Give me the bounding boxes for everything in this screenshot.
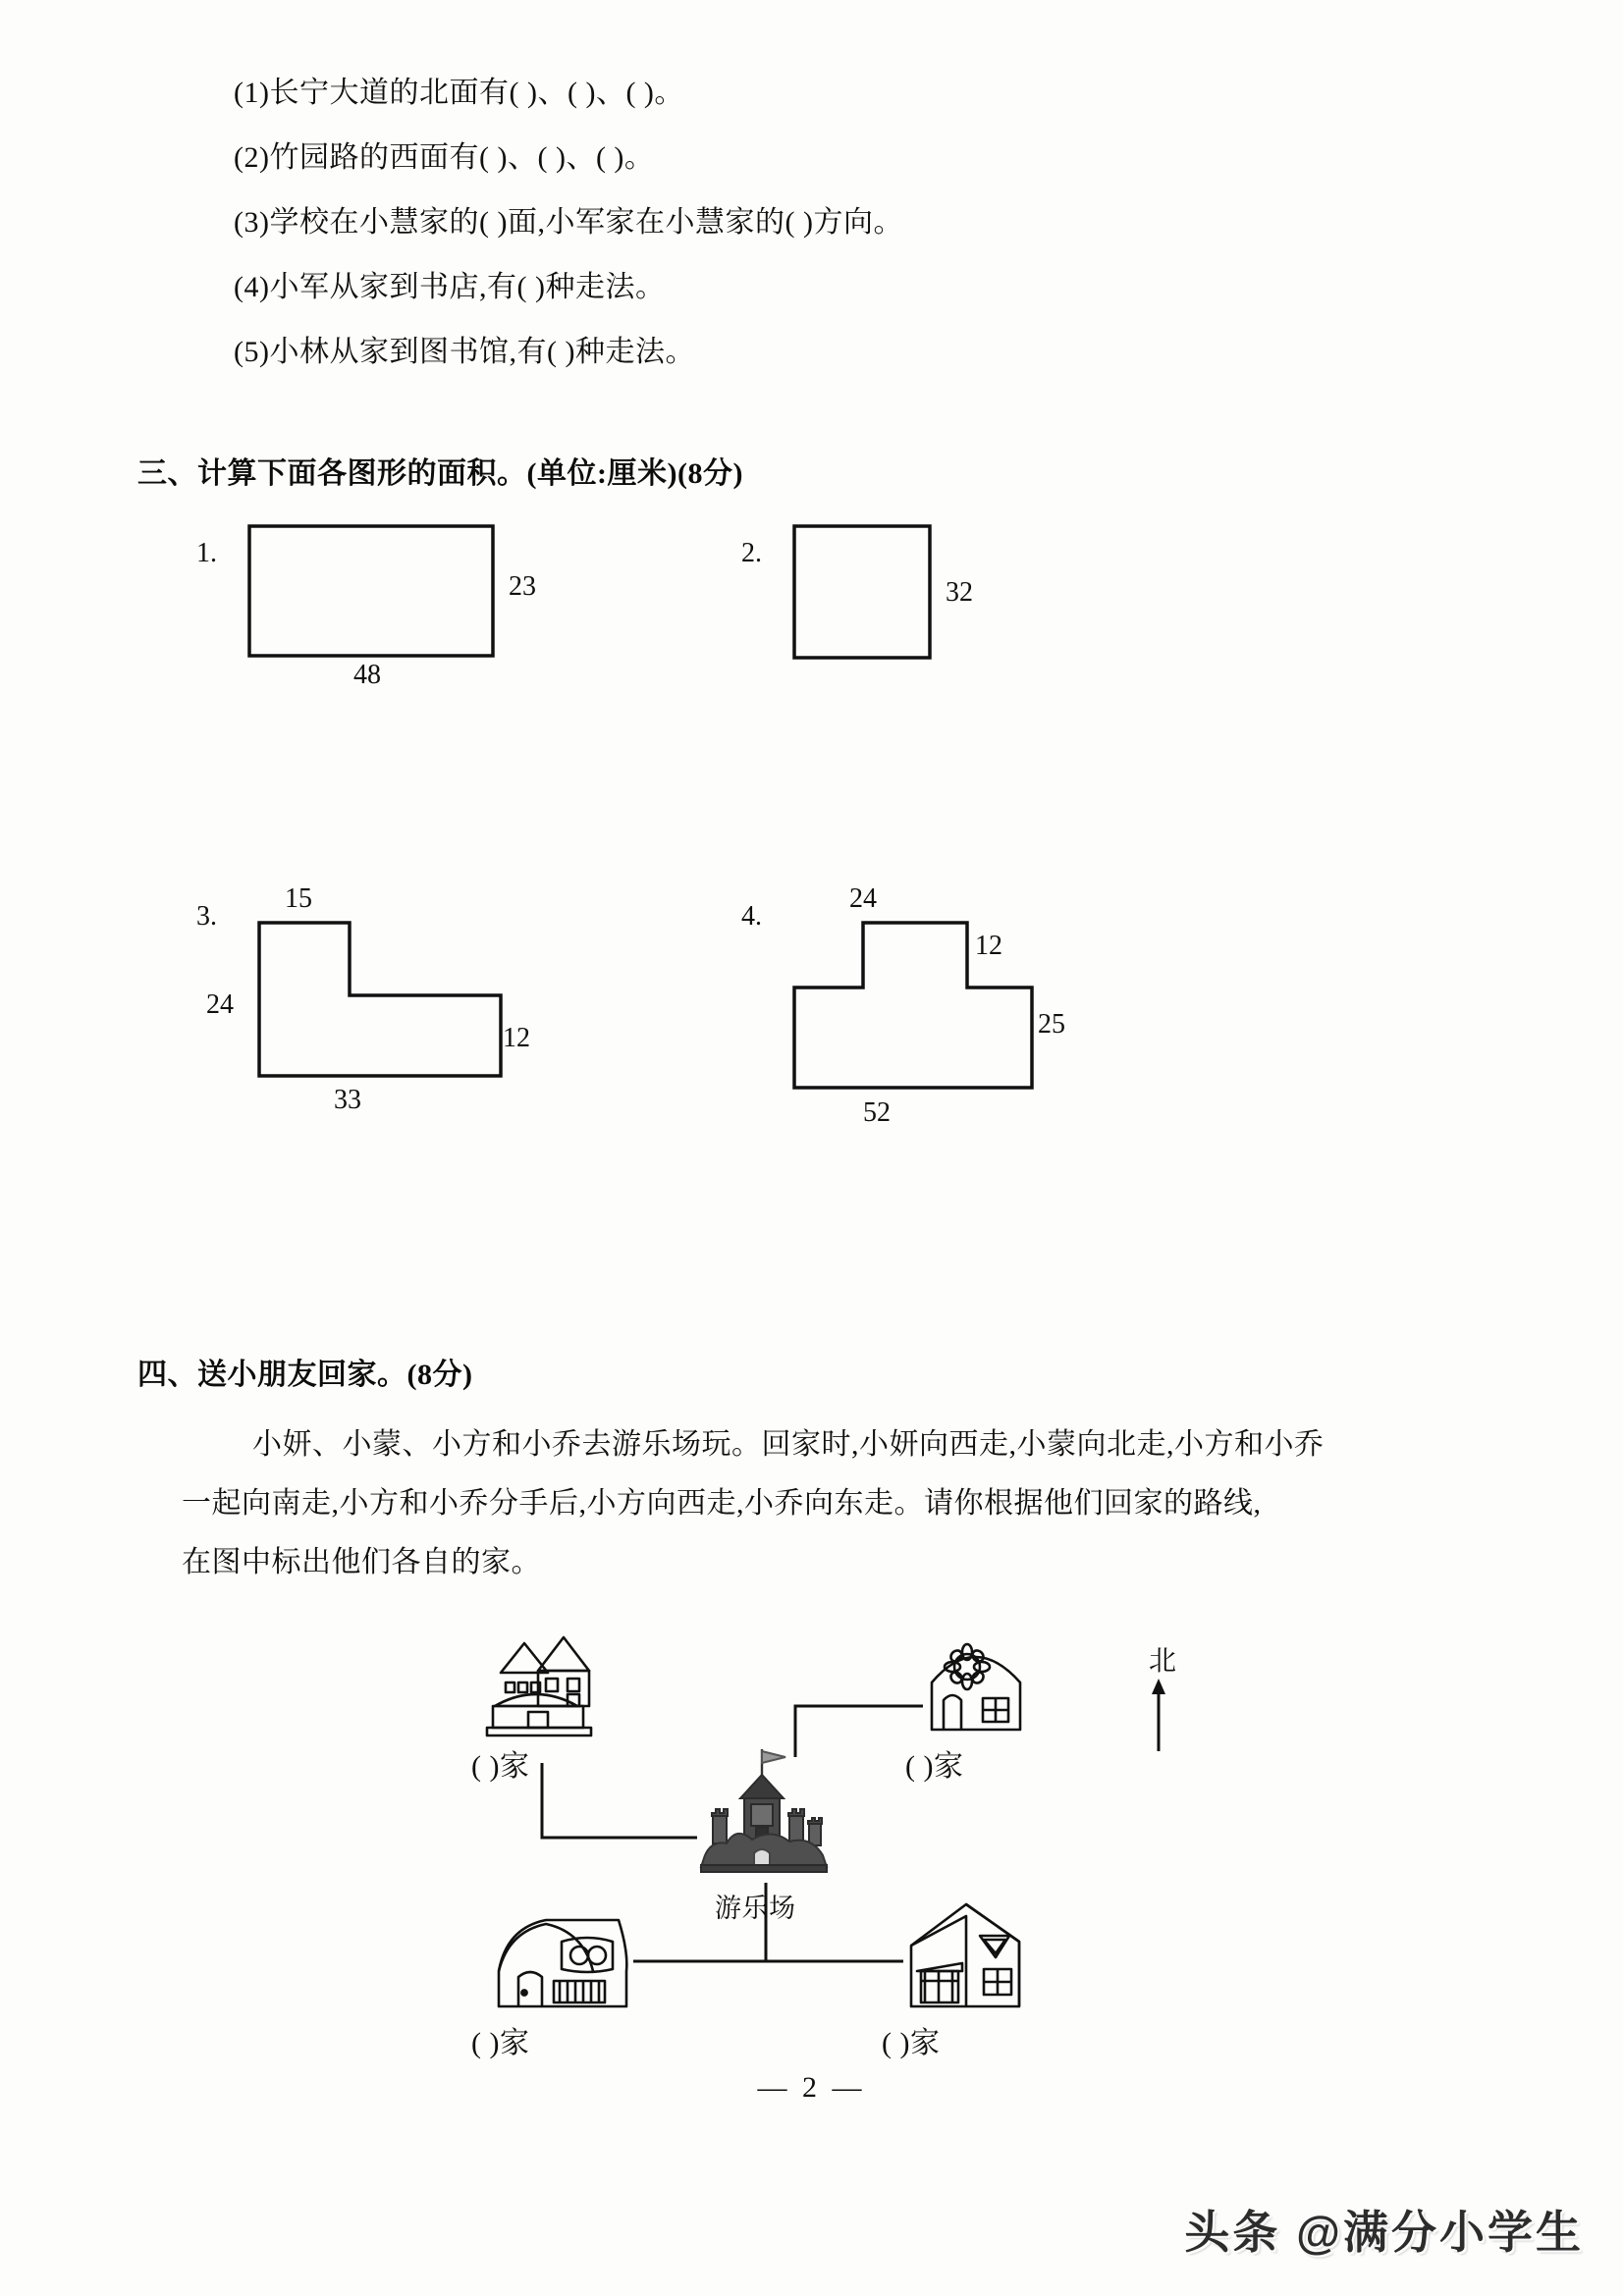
figure-1-number: 1.	[196, 538, 217, 568]
figure-2-square-shape	[790, 522, 938, 665]
figure-1	[196, 510, 609, 690]
house-label-bottom-left: ( )家	[471, 2027, 530, 2059]
house-label-bottom-right: ( )家	[882, 2027, 941, 2059]
house-flower-roof-icon	[918, 1628, 1051, 1743]
compass-north-label: 北	[1149, 1646, 1177, 1677]
house-porch-icon	[893, 1896, 1041, 2020]
section-three-heading: 三、计算下面各图形的面积。(单位:厘米)(8分)	[137, 457, 743, 490]
watermark: 头条 @满分小学生	[1184, 2207, 1584, 2258]
houses-route-diagram	[471, 1620, 1355, 2059]
amusement-park-label: 游乐场	[715, 1894, 796, 1923]
question-item-2: (2)竹园路的西面有( )、( )、( )。	[234, 141, 655, 174]
figure-4-right-dimension: 25	[1038, 1009, 1065, 1040]
paragraph-line-1: 小妍、小蒙、小方和小乔去游乐场玩。回家时,小妍向西走,小蒙向北走,小方和小乔	[252, 1428, 1325, 1461]
figure-3-l-shape	[255, 919, 511, 1091]
paragraph-line-3: 在图中标出他们各自的家。	[182, 1546, 541, 1578]
figure-3-bottom-dimension: 33	[334, 1085, 361, 1115]
figure-3-top-dimension: 15	[285, 883, 312, 914]
question-item-5: (5)小林从家到图书馆,有( )种走法。	[234, 336, 695, 368]
question-item-3: (3)学校在小慧家的( )面,小军家在小慧家的( )方向。	[234, 206, 903, 239]
question-item-1: (1)长宁大道的北面有( )、( )、( )。	[234, 77, 684, 109]
figure-3-number: 3.	[196, 901, 217, 932]
figure-1-bottom-dimension: 48	[353, 660, 381, 690]
figure-4-step-dimension: 12	[975, 931, 1002, 961]
figure-2-right-dimension: 32	[946, 577, 973, 608]
amusement-park-castle-icon	[695, 1745, 842, 1883]
house-villa-icon	[481, 1628, 619, 1743]
figure-4-t-shape	[790, 919, 1075, 1105]
figure-3-right-dimension: 12	[503, 1023, 530, 1053]
section-four-paragraph	[182, 1415, 1478, 1592]
house-round-roof-icon	[489, 1902, 638, 2020]
fill-in-question-list	[234, 61, 1451, 385]
figure-4-top-dimension: 24	[849, 883, 877, 914]
paragraph-line-2: 一起向南走,小方和小乔分手后,小方向西走,小乔向东走。请你根据他们回家的路线,	[182, 1487, 1262, 1520]
figure-4-number: 4.	[741, 901, 762, 932]
question-item-4: (4)小军从家到书店,有( )种走法。	[234, 271, 666, 303]
figure-1-right-dimension: 23	[509, 571, 536, 602]
figure-3-left-dimension: 24	[206, 989, 234, 1020]
figure-2	[741, 510, 1114, 677]
figure-3	[196, 883, 609, 1139]
page-number: — 2 —	[757, 2071, 866, 2104]
section-four-heading: 四、送小朋友回家。(8分)	[137, 1359, 473, 1391]
north-arrow-icon	[1143, 1675, 1176, 1755]
house-label-top-right: ( )家	[905, 1750, 964, 1783]
figure-2-number: 2.	[741, 538, 762, 568]
figure-1-rectangle-shape	[245, 522, 501, 660]
house-label-top-left: ( )家	[471, 1750, 530, 1783]
figure-4-bottom-dimension: 52	[863, 1097, 891, 1128]
figure-4	[741, 883, 1154, 1148]
